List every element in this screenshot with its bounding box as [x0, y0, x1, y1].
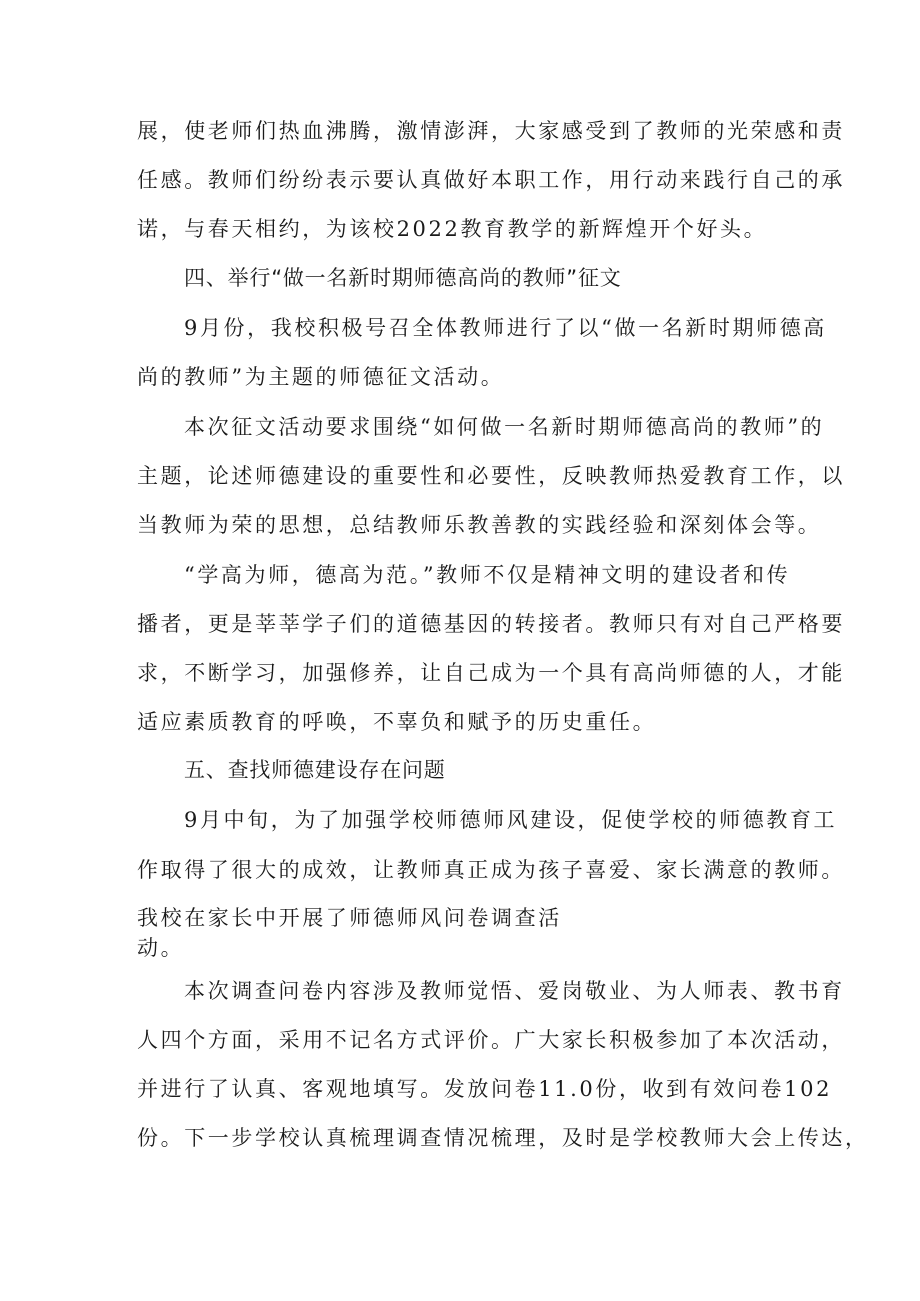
paragraph-line: 并进行了认真、客观地填写。发放问卷11.0份，收到有效问卷102: [137, 1077, 833, 1101]
paragraph-line: 展，使老师们热血沸腾，激情澎湃，大家感受到了教师的光荣感和责: [137, 119, 845, 143]
paragraph-line: 当教师为荣的思想，总结教师乐教善教的实践经验和深刻体会等。: [137, 513, 822, 537]
paragraph-line: “学高为师，德高为范。”教师不仅是精神文明的建设者和传: [184, 563, 791, 587]
paragraph-line: 9月份，我校积极号召全体教师进行了以“做一名新时期师德高: [184, 316, 827, 340]
paragraph-line: 尚的教师”为主题的师德征文活动。: [137, 365, 505, 389]
paragraph-line: 本次征文活动要求围绕“如何做一名新时期师德高尚的教师”的: [184, 415, 825, 439]
paragraph-line: 播者，更是莘莘学子们的道德基因的转接者。教师只有对自己严格要: [137, 612, 845, 636]
paragraph-line: 我校在家长中开展了师德师风问卷调查活: [137, 906, 562, 930]
paragraph-line: 适应素质教育的呼唤，不辜负和赋予的历史重任。: [137, 710, 657, 734]
paragraph-line: 求，不断学习，加强修养，让自己成为一个具有高尚师德的人，才能: [137, 661, 845, 685]
paragraph-line: 人四个方面，采用不记名方式评价。广大家长积极参加了本次活动，: [137, 1028, 845, 1052]
section-heading-5: 五、查找师德建设存在问题: [184, 758, 446, 782]
paragraph-line: 动。: [137, 936, 185, 960]
paragraph-line: 任感。教师们纷纷表示要认真做好本职工作，用行动来践行自己的承: [137, 168, 845, 192]
paragraph-line: 份。下一步学校认真梳理调查情况梳理，及时是学校教师大会上传达，: [137, 1126, 869, 1150]
paragraph-line: 主题，论述师德建设的重要性和必要性，反映教师热爱教育工作，以: [137, 464, 845, 488]
section-heading-4: 四、举行“做一名新时期师德高尚的教师”征文: [184, 266, 622, 290]
paragraph-line: 作取得了很大的成效，让教师真正成为孩子喜爱、家长满意的教师。: [137, 858, 845, 882]
paragraph-line: 本次调查问卷内容涉及教师觉悟、爱岗敬业、为人师表、教书育: [184, 979, 845, 1003]
paragraph-line: 诺，与春天相约，为该校2022教育教学的新辉煌开个好头。: [137, 217, 768, 241]
paragraph-line: 9月中旬，为了加强学校师德师风建设，促使学校的师德教育工: [184, 808, 838, 832]
